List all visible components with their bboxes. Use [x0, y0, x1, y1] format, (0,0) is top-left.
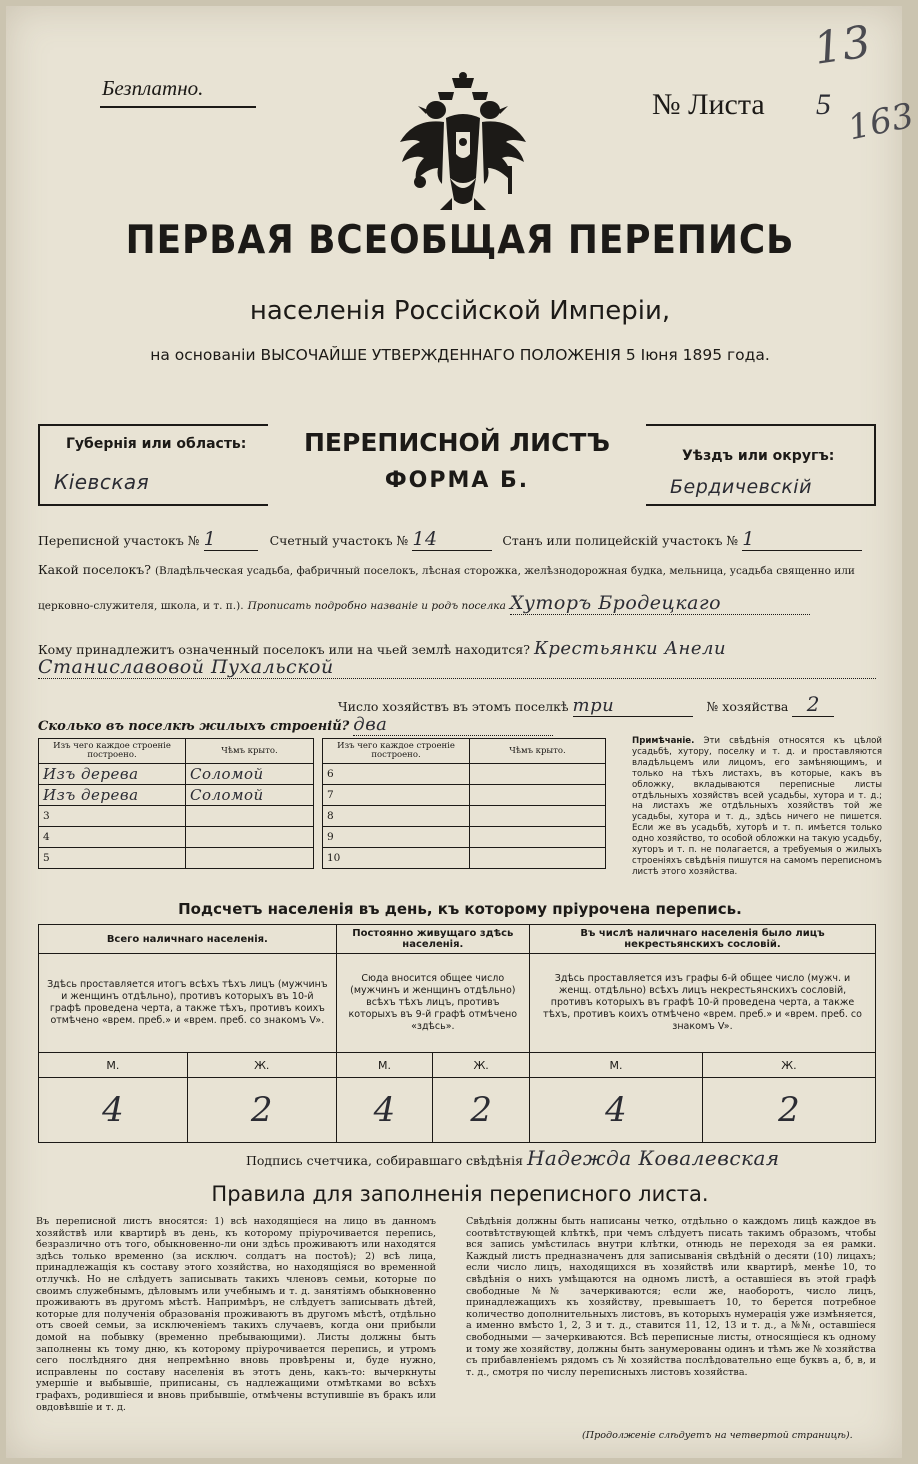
uezd-box	[646, 424, 876, 506]
buildings-line	[38, 714, 553, 736]
table-row	[39, 848, 314, 869]
row2-material: Изъ дерева	[39, 785, 186, 806]
female-header: Ж.	[433, 1053, 530, 1078]
sheet-number-label: № Листа	[652, 88, 765, 121]
households-count-label: Число хозяйствъ въ этомъ поселкѣ	[338, 699, 569, 714]
free-underline	[100, 106, 256, 108]
owner-question: Кому принадлежитъ означенный поселокъ или на чьей землѣ находится?	[38, 642, 530, 657]
col-roof-right: Чѣмъ крыто.	[470, 739, 606, 764]
row1-material: Изъ дерева	[39, 764, 186, 785]
document-subtitle: населенія Россійской Имперіи,	[249, 296, 671, 326]
stan-value: 1	[742, 528, 862, 551]
row-number: 9	[323, 827, 470, 848]
row1-roof: Соломой	[186, 764, 314, 785]
settlement-hint-1: (Владѣльческая усадьба, фабричный поселокъ, лѣсная сторожка, желѣзнодорожная будка, мельница, усадьба священно или	[154, 565, 855, 577]
count-col1-desc: Здѣсь проставляется итогъ всѣхъ тѣхъ лицъ (мужчинъ и женщинъ отдѣльно), противъ которыхъ въ 10-й графѣ проведена черта, а также тѣхъ, противъ коихъ отмѣчено «врем. преб.» и «врем. преб. со знакомъ V».	[39, 954, 337, 1053]
table-row	[323, 806, 606, 827]
female-header: Ж.	[187, 1053, 336, 1078]
table-row	[39, 827, 314, 848]
settlement-hint-2: церковно-служителя, школа, и т. п.).	[38, 600, 244, 612]
signature-label: Подпись счетчика, собиравшаго свѣдѣнія	[246, 1153, 523, 1168]
row-number: 8	[323, 806, 470, 827]
population-count-table	[38, 924, 876, 1143]
table-row	[323, 827, 606, 848]
resident-female-value: 2	[433, 1078, 530, 1143]
row-number: 7	[323, 785, 470, 806]
districts-line	[38, 528, 862, 551]
form-header-row	[38, 424, 876, 504]
owner-value-2: Станиславовой Пухальской	[38, 656, 876, 679]
count-title: Подсчетъ населенія въ день, къ которому пріурочена перепись.	[178, 900, 742, 918]
count-col1-title: Всего наличнаго населенія.	[39, 925, 337, 954]
household-number-label: № хозяйства	[706, 699, 789, 714]
gubernia-value: Кіевская	[54, 470, 150, 494]
male-header: М.	[39, 1053, 188, 1078]
households-count-value: три	[573, 695, 693, 717]
row-number: 6	[323, 764, 470, 785]
census-sheet	[6, 6, 918, 1458]
settlement-value: Хуторъ Бродецкаго	[510, 592, 810, 615]
table-row	[323, 785, 606, 806]
rules-left-column: Въ переписной листъ вносятся: 1) всѣ находящіеся на лицо въ данномъ хозяйствѣ или квартирѣ въ день, къ которому пріурочивается перепись, безразлично отъ того, обыкновенно-ли они здѣсь проживаютъ или находятся здѣсь только временно (за исключ. солдатъ на постоѣ); 2) всѣ лица, принадлежащія къ составу этого хозяйства, но находящіяся во временной отлучкѣ. Но не слѣдуетъ записывать такихъ членовъ семьи, которые по своимъ служебнымъ, дѣловымъ или учебнымъ и т. д. занятіямъ обыкновенно проживаютъ въ другомъ мѣстѣ. Напримѣръ, не слѣдуетъ записывать дѣтей, которые для полученія образованія проживаютъ въ другомъ мѣстѣ, отдѣльно отъ своей семьи, за исключеніемъ такихъ случаевъ, когда они прибыли домой на побывку (временно пребывающими). Листы должны быть заполнены къ тому дню, къ которому пріурочивается перепись, и утромъ сего послѣдняго дня непремѣнно вновь провѣрены и, буде нужно, исправлены по составу населенія въ этотъ день, какъ-то: вычеркнуты умершіе и выбывшіе, приписаны, съ надлежащими отмѣтками во всѣхъ графахъ, родившіеся и вновь прибывшіе, отмѣчены вступившіе въ бракъ или овдовѣвшіе и т. д.	[36, 1216, 436, 1413]
sheet-number-value: 5	[816, 88, 832, 121]
rules-title: Правила для заполненія переписного листа.	[211, 1182, 709, 1206]
row2-roof: Соломой	[186, 785, 314, 806]
male-header: М.	[336, 1053, 433, 1078]
uezd-label: Уѣздъ или округъ:	[682, 448, 835, 464]
count-col3-title: Въ числѣ наличнаго населенія было лицъ некрестьянскихъ сословій.	[529, 925, 875, 954]
row-number: 5	[39, 848, 186, 869]
census-district-label: Переписной участокъ №	[38, 533, 200, 548]
household-number-value: 2	[792, 692, 834, 717]
uezd-value: Бердичевскій	[670, 476, 812, 498]
signature-value: Надежда Ковалевская	[526, 1146, 780, 1170]
row-number: 3	[39, 806, 186, 827]
settlement-question-line	[38, 562, 855, 577]
settlement-answer-line	[38, 592, 810, 615]
form-list-title: ПЕРЕПИСНОЙ ЛИСТЪ	[304, 428, 610, 457]
census-district-value: 1	[204, 528, 258, 551]
buildings-table-left	[38, 738, 314, 869]
nonpeasant-female-value: 2	[702, 1078, 875, 1143]
row-number: 4	[39, 827, 186, 848]
form-name: ФОРМА Б.	[384, 468, 530, 493]
settlement-question: Какой поселокъ?	[38, 562, 151, 577]
buildings-label: Сколько въ поселкѣ жилыхъ строеній?	[38, 719, 350, 734]
count-col3-desc: Здѣсь проставляется изъ графы 6-й общее число (мужч. и женщ. отдѣльно) всѣхъ лицъ некрестьянскихъ сословій, противъ которыхъ въ графѣ 10-й проведена черта, а также тѣхъ, противъ коихъ отмѣчено «врем. преб.» и «врем. преб. со знакомъ V».	[529, 954, 875, 1053]
document-title: ПЕРВАЯ ВСЕОБЩАЯ ПЕРЕПИСЬ	[125, 218, 795, 263]
resident-male-value: 4	[336, 1078, 433, 1143]
buildings-value: два	[353, 714, 553, 736]
nonpeasant-male-value: 4	[529, 1078, 702, 1143]
settlement-instruction: Прописать подробно названіе и родъ поселка	[247, 600, 506, 612]
buildings-table-right	[322, 738, 606, 869]
table-row	[39, 764, 314, 785]
pencil-mark-folio: 163	[844, 95, 918, 149]
count-district-value: 14	[412, 528, 492, 551]
count-district-label: Счетный участокъ №	[269, 533, 409, 548]
table-row	[323, 764, 606, 785]
table-row	[39, 806, 314, 827]
table-row	[323, 848, 606, 869]
signature-line	[246, 1146, 780, 1170]
gubernia-label: Губернія или область:	[66, 436, 247, 452]
pencil-mark-archive: 13	[810, 16, 875, 75]
row-number: 10	[323, 848, 470, 869]
total-male-value: 4	[39, 1078, 188, 1143]
rules-continued: (Продолженіе слѣдуетъ на четвертой страницѣ).	[582, 1430, 853, 1441]
col-roof: Чѣмъ крыто.	[186, 739, 314, 764]
note-lead: Примѣчаніе.	[632, 736, 695, 746]
free-label: Безплатно.	[102, 76, 204, 100]
col-material-right: Изъ чего каждое строеніе построено.	[323, 739, 470, 764]
col-material: Изъ чего каждое строеніе построено.	[39, 739, 186, 764]
buildings-note	[632, 736, 882, 878]
table-row	[39, 785, 314, 806]
stan-label: Станъ или полицейскій участокъ №	[502, 533, 739, 548]
rules-right-column: Свѣдѣнія должны быть написаны четко, отдѣльно о каждомъ лицѣ каждое въ соотвѣтствующей клѣткѣ, при чемъ слѣдуетъ писать такимъ образомъ, чтобы вся запись умѣстилась внутри клѣтки, отнюдь не переходя за ея рамки. Каждый листъ предназначенъ для записыванія свѣдѣній о десяти (10) лицахъ; если число лицъ, находящихся въ хозяйствѣ или квартирѣ, менѣе 10, то свѣдѣнія о нихъ умѣщаются на одномъ листѣ, а оставшіеся въ этой графѣ свободные №№ зачеркиваются; если же, наоборотъ, число лицъ, принадлежащихъ къ хозяйству, превышаетъ 10, то берется потребное количество дополнительныхъ листовъ, въ которыхъ нумерація уже измѣняется, а именно вмѣсто 1, 2, 3 и т. д., ставится 11, 12, 13 и т. д., а №№, оставшіеся свободными — зачеркиваются. Всѣ переписные листы, относящіеся къ одному и тому же хозяйству, должны быть занумерованы одинъ и тѣмъ же № хозяйства съ прибавленіемъ рядомъ съ № хозяйства послѣдовательно еще буквъ а, б, в, и т. д., смотря по числу переписныхъ листовъ хозяйства.	[466, 1216, 876, 1378]
total-female-value: 2	[187, 1078, 336, 1143]
count-col2-desc: Сюда вносится общее число (мужчинъ и женщинъ отдѣльно) всѣхъ тѣхъ лицъ, противъ которыхъ въ 9-й графѣ отмѣчено «здѣсь».	[336, 954, 529, 1053]
female-header: Ж.	[702, 1053, 875, 1078]
owner-value-1: Крестьянки Анели	[533, 638, 727, 659]
male-header: М.	[529, 1053, 702, 1078]
gubernia-box	[38, 424, 268, 506]
count-col2-title: Постоянно живущаго здѣсь населенія.	[336, 925, 529, 954]
note-text: Эти свѣдѣнія относятся къ цѣлой усадьбѣ, хутору, поселку и т. д. и проставляются владѣльцемъ или лицомъ, его замѣняющимъ, и только на тѣхъ листахъ, въ которые, какъ въ обложку, вкладываются переписные листы отдѣльныхъ хозяйствъ всей усадьбы, хутора и т. д.; на листахъ же отдѣльныхъ хозяйствъ той же усадьбы, хутора и т. д., здѣсь ничего не пишется. Если же въ усадьбѣ, хуторѣ и т. п. имѣется только одно хозяйство, то особой обложки на такую усадьбу, хуторъ и т. п. не полагается, а требуемыя о жилыхъ строеніяхъ свѣдѣнія пишутся на самомъ переписномъ листѣ этого хозяйства.	[632, 736, 883, 877]
legal-basis: на основаніи ВЫСОЧАЙШЕ УТВЕРЖДЕННАГО ПОЛОЖЕНІЯ 5 Іюня 1895 года.	[150, 346, 770, 364]
double-headed-eagle-icon	[398, 70, 528, 212]
